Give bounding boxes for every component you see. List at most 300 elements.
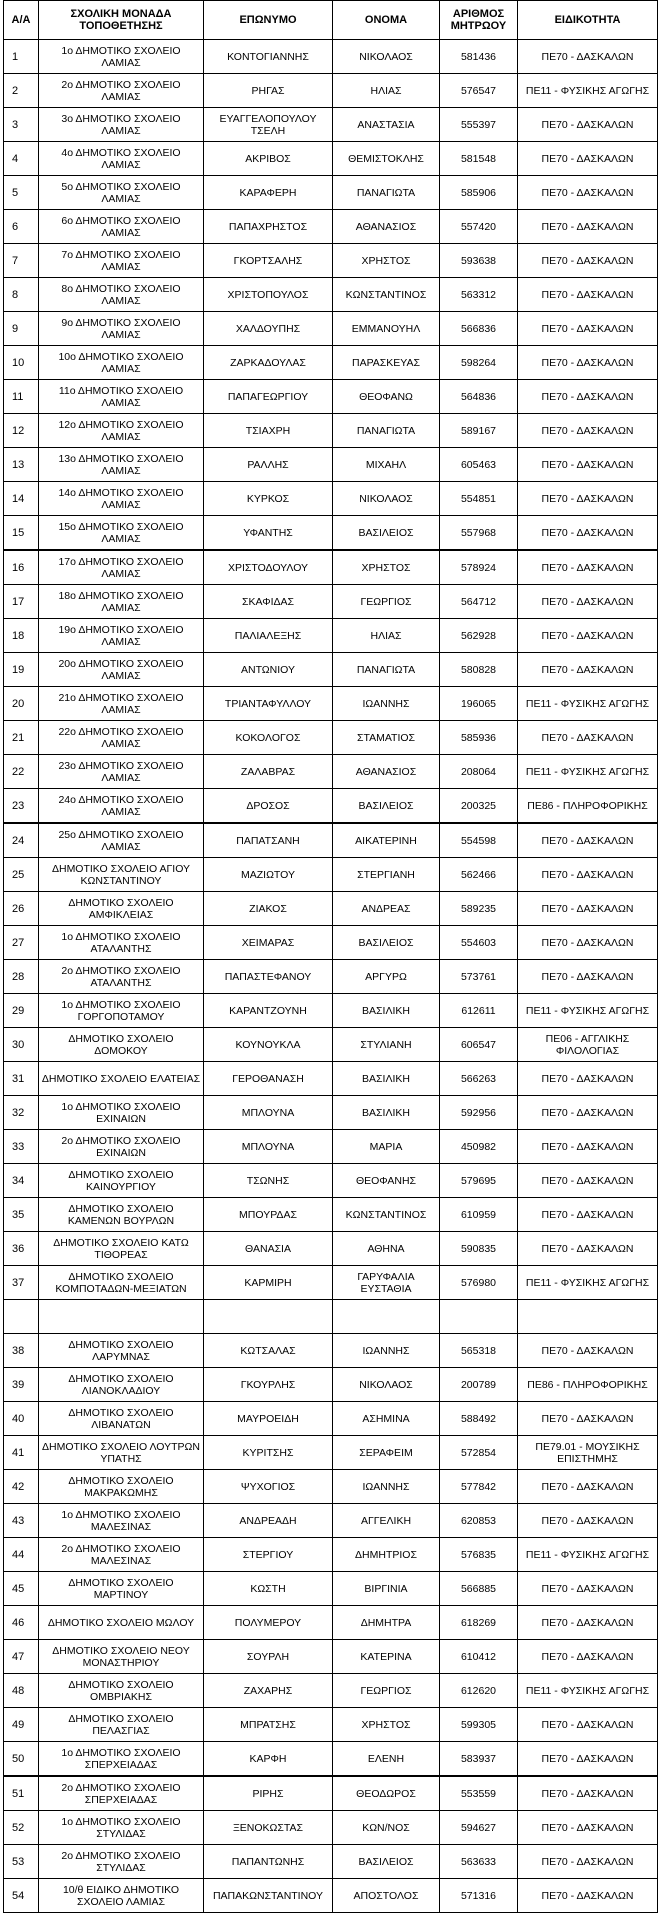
table-row bbox=[4, 653, 658, 687]
cell-specialty: ΠΕ70 - ΔΑΣΚΑΛΩΝ bbox=[518, 482, 658, 516]
cell-name: ΔΗΜΗΤΡΙΟΣ bbox=[333, 1538, 440, 1572]
cell-school: ΔΗΜΟΤΙΚΟ ΣΧΟΛΕΙΟ ΚΑΤΩ ΤΙΘΟΡΕΑΣ bbox=[39, 1232, 204, 1266]
table-row bbox=[4, 482, 658, 516]
table-row bbox=[4, 142, 658, 176]
cell-aa: 29 bbox=[4, 994, 39, 1028]
cell-specialty: ΠΕ70 - ΔΑΣΚΑΛΩΝ bbox=[518, 1164, 658, 1198]
cell-school: 4ο ΔΗΜΟΤΙΚΟ ΣΧΟΛΕΙΟ ΛΑΜΙΑΣ bbox=[39, 142, 204, 176]
cell-specialty: ΠΕ70 - ΔΑΣΚΑΛΩΝ bbox=[518, 108, 658, 142]
cell-surname: ΠΑΠΑΣΤΕΦΑΝΟΥ bbox=[204, 960, 333, 994]
cell-registry: 599305 bbox=[440, 1708, 518, 1742]
cell-registry: 589167 bbox=[440, 414, 518, 448]
table-row bbox=[4, 1470, 658, 1504]
cell-specialty: ΠΕ70 - ΔΑΣΚΑΛΩΝ bbox=[518, 960, 658, 994]
cell-school: 1ο ΔΗΜΟΤΙΚΟ ΣΧΟΛΕΙΟ ΑΤΑΛΑΝΤΗΣ bbox=[39, 926, 204, 960]
cell-specialty: ΠΕ70 - ΔΑΣΚΑΛΩΝ bbox=[518, 244, 658, 278]
cell-aa: 12 bbox=[4, 414, 39, 448]
cell-registry: 585906 bbox=[440, 176, 518, 210]
cell-specialty: ΠΕ11 - ΦΥΣΙΚΗΣ ΑΓΩΓΗΣ bbox=[518, 1266, 658, 1300]
col-header-surname: ΕΠΩΝΥΜΟ bbox=[204, 1, 333, 40]
cell-name: ΓΑΡΥΦΑΛΙΑ ΕΥΣΤΑΘΙΑ bbox=[333, 1266, 440, 1300]
cell-surname: ΚΩΣΤΗ bbox=[204, 1572, 333, 1606]
cell-aa: 45 bbox=[4, 1572, 39, 1606]
cell-surname: ΘΑΝΑΣΙΑ bbox=[204, 1232, 333, 1266]
cell-registry: 580828 bbox=[440, 653, 518, 687]
cell-aa: 19 bbox=[4, 653, 39, 687]
table-row bbox=[4, 823, 658, 858]
cell-name: ΒΑΣΙΛΕΙΟΣ bbox=[333, 926, 440, 960]
cell-school: 5ο ΔΗΜΟΤΙΚΟ ΣΧΟΛΕΙΟ ΛΑΜΙΑΣ bbox=[39, 176, 204, 210]
cell-name: ΠΑΝΑΓΙΩΤΑ bbox=[333, 414, 440, 448]
cell-registry: 562928 bbox=[440, 619, 518, 653]
cell-school: 1ο ΔΗΜΟΤΙΚΟ ΣΧΟΛΕΙΟ ΣΠΕΡΧΕΙΑΔΑΣ bbox=[39, 1742, 204, 1777]
cell-aa: 54 bbox=[4, 1879, 39, 1913]
cell-specialty: ΠΕ70 - ΔΑΣΚΑΛΩΝ bbox=[518, 1708, 658, 1742]
cell-school: 1ο ΔΗΜΟΤΙΚΟ ΣΧΟΛΕΙΟ ΜΑΛΕΣΙΝΑΣ bbox=[39, 1504, 204, 1538]
cell-specialty: ΠΕ70 - ΔΑΣΚΑΛΩΝ bbox=[518, 653, 658, 687]
cell-surname: ΖΑΡΚΑΔΟΥΛΑΣ bbox=[204, 346, 333, 380]
cell-surname: ΑΝΤΩΝΙΟΥ bbox=[204, 653, 333, 687]
cell-name: ΕΛΕΝΗ bbox=[333, 1742, 440, 1777]
cell-surname: ΕΥΑΓΓΕΛΟΠΟΥΛΟΥ ΤΣΕΛΗ bbox=[204, 108, 333, 142]
cell-school: 1ο ΔΗΜΟΤΙΚΟ ΣΧΟΛΕΙΟ ΣΤΥΛΙΔΑΣ bbox=[39, 1811, 204, 1845]
cell-name: ΗΛΙΑΣ bbox=[333, 74, 440, 108]
cell-specialty: ΠΕ79.01 - ΜΟΥΣΙΚΗΣ ΕΠΙΣΤΗΜΗΣ bbox=[518, 1436, 658, 1470]
cell-name: ΓΕΩΡΓΙΟΣ bbox=[333, 1674, 440, 1708]
cell-aa: 2 bbox=[4, 74, 39, 108]
table-row bbox=[4, 687, 658, 721]
cell-aa: 34 bbox=[4, 1164, 39, 1198]
header-row bbox=[4, 1, 658, 40]
cell-surname: ΔΡΟΣΟΣ bbox=[204, 789, 333, 824]
cell-aa: 21 bbox=[4, 721, 39, 755]
cell-surname: ΜΠΛΟΥΝΑ bbox=[204, 1130, 333, 1164]
table-row bbox=[4, 278, 658, 312]
table-row bbox=[4, 312, 658, 346]
cell-surname: ΚΑΡΜΙΡΗ bbox=[204, 1266, 333, 1300]
cell-aa: 4 bbox=[4, 142, 39, 176]
cell-registry: 593638 bbox=[440, 244, 518, 278]
cell-name: ΜΙΧΑΗΛ bbox=[333, 448, 440, 482]
cell-specialty: ΠΕ70 - ΔΑΣΚΑΛΩΝ bbox=[518, 721, 658, 755]
cell-surname: ΡΗΓΑΣ bbox=[204, 74, 333, 108]
cell-registry: 577842 bbox=[440, 1470, 518, 1504]
cell-specialty: ΠΕ70 - ΔΑΣΚΑΛΩΝ bbox=[518, 1640, 658, 1674]
cell-specialty: ΠΕ70 - ΔΑΣΚΑΛΩΝ bbox=[518, 1096, 658, 1130]
cell-school: 1ο ΔΗΜΟΤΙΚΟ ΣΧΟΛΕΙΟ ΓΟΡΓΟΠΟΤΑΜΟΥ bbox=[39, 994, 204, 1028]
cell-specialty: ΠΕ70 - ΔΑΣΚΑΛΩΝ bbox=[518, 414, 658, 448]
cell-registry: 581548 bbox=[440, 142, 518, 176]
cell-aa: 16 bbox=[4, 550, 39, 585]
cell-specialty: ΠΕ70 - ΔΑΣΚΑΛΩΝ bbox=[518, 1402, 658, 1436]
cell-surname: ΠΟΛΥΜΕΡΟΥ bbox=[204, 1606, 333, 1640]
table-row bbox=[4, 960, 658, 994]
cell-name: ΠΑΝΑΓΙΩΤΑ bbox=[333, 176, 440, 210]
cell-registry: 612611 bbox=[440, 994, 518, 1028]
cell-name: ΒΑΣΙΛΙΚΗ bbox=[333, 1096, 440, 1130]
cell-name: ΒΑΣΙΛΕΙΟΣ bbox=[333, 1845, 440, 1879]
cell-registry: 590835 bbox=[440, 1232, 518, 1266]
cell-surname: ΜΠΟΥΡΔΑΣ bbox=[204, 1198, 333, 1232]
cell-aa: 52 bbox=[4, 1811, 39, 1845]
col-header-name: ΟΝΟΜΑ bbox=[333, 1, 440, 40]
col-header-specialty: ΕΙΔΙΚΟΤΗΤΑ bbox=[518, 1, 658, 40]
cell-surname: ΚΟΚΟΛΟΓΟΣ bbox=[204, 721, 333, 755]
table-row bbox=[4, 789, 658, 824]
cell-aa: 20 bbox=[4, 687, 39, 721]
cell-school: 3ο ΔΗΜΟΤΙΚΟ ΣΧΟΛΕΙΟ ΛΑΜΙΑΣ bbox=[39, 108, 204, 142]
cell-school: ΔΗΜΟΤΙΚΟ ΣΧΟΛΕΙΟ ΜΑΡΤΙΝΟΥ bbox=[39, 1572, 204, 1606]
cell-specialty: ΠΕ70 - ΔΑΣΚΑΛΩΝ bbox=[518, 619, 658, 653]
cell-surname: ΥΦΑΝΤΗΣ bbox=[204, 516, 333, 551]
cell-aa: 27 bbox=[4, 926, 39, 960]
cell-surname: ΡΙΡΗΣ bbox=[204, 1776, 333, 1811]
cell-school: 13ο ΔΗΜΟΤΙΚΟ ΣΧΟΛΕΙΟ ΛΑΜΙΑΣ bbox=[39, 448, 204, 482]
cell-aa: 46 bbox=[4, 1606, 39, 1640]
cell-school: ΔΗΜΟΤΙΚΟ ΣΧΟΛΕΙΟ ΛΙΒΑΝΑΤΩΝ bbox=[39, 1402, 204, 1436]
gap-cell bbox=[204, 1300, 333, 1334]
cell-registry: 562466 bbox=[440, 858, 518, 892]
table-row bbox=[4, 1606, 658, 1640]
table-row bbox=[4, 550, 658, 585]
cell-surname: ΓΚΟΥΡΛΗΣ bbox=[204, 1368, 333, 1402]
cell-specialty: ΠΕ70 - ΔΑΣΚΑΛΩΝ bbox=[518, 516, 658, 551]
cell-specialty: ΠΕ70 - ΔΑΣΚΑΛΩΝ bbox=[518, 1572, 658, 1606]
cell-specialty: ΠΕ70 - ΔΑΣΚΑΛΩΝ bbox=[518, 210, 658, 244]
cell-surname: ΚΑΡΦΗ bbox=[204, 1742, 333, 1777]
cell-aa: 30 bbox=[4, 1028, 39, 1062]
cell-name: ΑΙΚΑΤΕΡΙΝΗ bbox=[333, 823, 440, 858]
cell-name: ΑΣΗΜΙΝΑ bbox=[333, 1402, 440, 1436]
cell-school: 19ο ΔΗΜΟΤΙΚΟ ΣΧΟΛΕΙΟ ΛΑΜΙΑΣ bbox=[39, 619, 204, 653]
cell-surname: ΤΣΩΝΗΣ bbox=[204, 1164, 333, 1198]
cell-surname: ΣΚΑΦΙΔΑΣ bbox=[204, 585, 333, 619]
cell-aa: 9 bbox=[4, 312, 39, 346]
cell-school: ΔΗΜΟΤΙΚΟ ΣΧΟΛΕΙΟ ΔΟΜΟΚΟΥ bbox=[39, 1028, 204, 1062]
cell-name: ΧΡΗΣΤΟΣ bbox=[333, 1708, 440, 1742]
gap-cell bbox=[333, 1300, 440, 1334]
cell-school: 2ο ΔΗΜΟΤΙΚΟ ΣΧΟΛΕΙΟ ΛΑΜΙΑΣ bbox=[39, 74, 204, 108]
col-header-school: ΣΧΟΛΙΚΗ ΜΟΝΑΔΑ ΤΟΠΟΘΕΤΗΣΗΣ bbox=[39, 1, 204, 40]
cell-name: ΑΘΗΝΑ bbox=[333, 1232, 440, 1266]
cell-surname: ΓΚΟΡΤΣΑΛΗΣ bbox=[204, 244, 333, 278]
table-row bbox=[4, 892, 658, 926]
cell-surname: ΜΑΥΡΟΕΙΔΗ bbox=[204, 1402, 333, 1436]
cell-registry: 576835 bbox=[440, 1538, 518, 1572]
cell-registry: 563633 bbox=[440, 1845, 518, 1879]
table-row bbox=[4, 1368, 658, 1402]
cell-school: 8ο ΔΗΜΟΤΙΚΟ ΣΧΟΛΕΙΟ ΛΑΜΙΑΣ bbox=[39, 278, 204, 312]
cell-name: ΒΑΣΙΛΕΙΟΣ bbox=[333, 789, 440, 824]
cell-specialty: ΠΕ11 - ΦΥΣΙΚΗΣ ΑΓΩΓΗΣ bbox=[518, 1674, 658, 1708]
cell-registry: 566263 bbox=[440, 1062, 518, 1096]
cell-specialty: ΠΕ70 - ΔΑΣΚΑΛΩΝ bbox=[518, 1606, 658, 1640]
cell-school: ΔΗΜΟΤΙΚΟ ΣΧΟΛΕΙΟ ΑΓΙΟΥ ΚΩΝΣΤΑΝΤΙΝΟΥ bbox=[39, 858, 204, 892]
cell-specialty: ΠΕ11 - ΦΥΣΙΚΗΣ ΑΓΩΓΗΣ bbox=[518, 687, 658, 721]
cell-specialty: ΠΕ70 - ΔΑΣΚΑΛΩΝ bbox=[518, 1062, 658, 1096]
cell-name: ΚΩΝΣΤΑΝΤΙΝΟΣ bbox=[333, 1198, 440, 1232]
table-row bbox=[4, 1062, 658, 1096]
cell-registry: 612620 bbox=[440, 1674, 518, 1708]
cell-name: ΠΑΡΑΣΚΕΥΑΣ bbox=[333, 346, 440, 380]
cell-aa: 32 bbox=[4, 1096, 39, 1130]
cell-specialty: ΠΕ70 - ΔΑΣΚΑΛΩΝ bbox=[518, 1776, 658, 1811]
cell-school: 14ο ΔΗΜΟΤΙΚΟ ΣΧΟΛΕΙΟ ΛΑΜΙΑΣ bbox=[39, 482, 204, 516]
cell-specialty: ΠΕ70 - ΔΑΣΚΑΛΩΝ bbox=[518, 858, 658, 892]
cell-name: ΑΝΑΣΤΑΣΙΑ bbox=[333, 108, 440, 142]
cell-specialty: ΠΕ70 - ΔΑΣΚΑΛΩΝ bbox=[518, 892, 658, 926]
cell-surname: ΠΑΠΑΓΕΩΡΓΙΟΥ bbox=[204, 380, 333, 414]
cell-surname: ΠΑΛΙΑΛΕΞΗΣ bbox=[204, 619, 333, 653]
cell-aa: 31 bbox=[4, 1062, 39, 1096]
cell-name: ΓΕΩΡΓΙΟΣ bbox=[333, 585, 440, 619]
cell-surname: ΡΑΛΛΗΣ bbox=[204, 448, 333, 482]
cell-specialty: ΠΕ70 - ΔΑΣΚΑΛΩΝ bbox=[518, 823, 658, 858]
cell-registry: 554851 bbox=[440, 482, 518, 516]
cell-school: ΔΗΜΟΤΙΚΟ ΣΧΟΛΕΙΟ ΚΑΜΕΝΩΝ ΒΟΥΡΛΩΝ bbox=[39, 1198, 204, 1232]
cell-surname: ΑΚΡΙΒΟΣ bbox=[204, 142, 333, 176]
cell-registry: 200325 bbox=[440, 789, 518, 824]
cell-school: 7ο ΔΗΜΟΤΙΚΟ ΣΧΟΛΕΙΟ ΛΑΜΙΑΣ bbox=[39, 244, 204, 278]
cell-name: ΑΘΑΝΑΣΙΟΣ bbox=[333, 755, 440, 789]
cell-aa: 5 bbox=[4, 176, 39, 210]
cell-surname: ΧΕΙΜΑΡΑΣ bbox=[204, 926, 333, 960]
cell-specialty: ΠΕ70 - ΔΑΣΚΑΛΩΝ bbox=[518, 1742, 658, 1777]
cell-aa: 49 bbox=[4, 1708, 39, 1742]
cell-specialty: ΠΕ70 - ΔΑΣΚΑΛΩΝ bbox=[518, 926, 658, 960]
cell-name: ΑΠΟΣΤΟΛΟΣ bbox=[333, 1879, 440, 1913]
cell-name: ΘΕΟΔΩΡΟΣ bbox=[333, 1776, 440, 1811]
gap-cell bbox=[440, 1300, 518, 1334]
cell-school: 2ο ΔΗΜΟΤΙΚΟ ΣΧΟΛΕΙΟ ΕΧΙΝΑΙΩΝ bbox=[39, 1130, 204, 1164]
cell-surname: ΖΑΧΑΡΗΣ bbox=[204, 1674, 333, 1708]
cell-school: ΔΗΜΟΤΙΚΟ ΣΧΟΛΕΙΟ ΛΟΥΤΡΩΝ ΥΠΑΤΗΣ bbox=[39, 1436, 204, 1470]
cell-registry: 585936 bbox=[440, 721, 518, 755]
cell-specialty: ΠΕ86 - ΠΛΗΡΟΦΟΡΙΚΗΣ bbox=[518, 789, 658, 824]
cell-surname: ΑΝΔΡΕΑΔΗ bbox=[204, 1504, 333, 1538]
cell-school: 12ο ΔΗΜΟΤΙΚΟ ΣΧΟΛΕΙΟ ΛΑΜΙΑΣ bbox=[39, 414, 204, 448]
cell-specialty: ΠΕ70 - ΔΑΣΚΑΛΩΝ bbox=[518, 1811, 658, 1845]
cell-surname: ΚΥΡΙΤΣΗΣ bbox=[204, 1436, 333, 1470]
table-row bbox=[4, 1640, 658, 1674]
cell-school: ΔΗΜΟΤΙΚΟ ΣΧΟΛΕΙΟ ΚΟΜΠΟΤΑΔΩΝ-ΜΕΞΙΑΤΩΝ bbox=[39, 1266, 204, 1300]
cell-specialty: ΠΕ11 - ΦΥΣΙΚΗΣ ΑΓΩΓΗΣ bbox=[518, 74, 658, 108]
cell-specialty: ΠΕ70 - ΔΑΣΚΑΛΩΝ bbox=[518, 142, 658, 176]
cell-aa: 24 bbox=[4, 823, 39, 858]
cell-aa: 17 bbox=[4, 585, 39, 619]
cell-surname: ΞΕΝΟΚΩΣΤΑΣ bbox=[204, 1811, 333, 1845]
cell-aa: 6 bbox=[4, 210, 39, 244]
cell-name: ΣΤΥΛΙΑΝΗ bbox=[333, 1028, 440, 1062]
cell-registry: 573761 bbox=[440, 960, 518, 994]
cell-name: ΣΤΕΡΓΙΑΝΗ bbox=[333, 858, 440, 892]
cell-registry: 553559 bbox=[440, 1776, 518, 1811]
cell-registry: 610412 bbox=[440, 1640, 518, 1674]
table-row bbox=[4, 585, 658, 619]
cell-registry: 592956 bbox=[440, 1096, 518, 1130]
cell-registry: 450982 bbox=[440, 1130, 518, 1164]
cell-registry: 557420 bbox=[440, 210, 518, 244]
cell-registry: 598264 bbox=[440, 346, 518, 380]
gap-cell bbox=[39, 1300, 204, 1334]
cell-school: 2ο ΔΗΜΟΤΙΚΟ ΣΧΟΛΕΙΟ ΣΤΥΛΙΔΑΣ bbox=[39, 1845, 204, 1879]
cell-surname: ΧΡΙΣΤΟΠΟΥΛΟΣ bbox=[204, 278, 333, 312]
cell-specialty: ΠΕ70 - ΔΑΣΚΑΛΩΝ bbox=[518, 380, 658, 414]
cell-school: 10/θ ΕΙΔΙΚΟ ΔΗΜΟΤΙΚΟ ΣΧΟΛΕΙΟ ΛΑΜΙΑΣ bbox=[39, 1879, 204, 1913]
cell-school: 18ο ΔΗΜΟΤΙΚΟ ΣΧΟΛΕΙΟ ΛΑΜΙΑΣ bbox=[39, 585, 204, 619]
cell-aa: 10 bbox=[4, 346, 39, 380]
cell-specialty: ΠΕ70 - ΔΑΣΚΑΛΩΝ bbox=[518, 1232, 658, 1266]
cell-name: ΚΩΝΣΤΑΝΤΙΝΟΣ bbox=[333, 278, 440, 312]
cell-surname: ΚΑΡΑΝΤΖΟΥΝΗ bbox=[204, 994, 333, 1028]
table-row bbox=[4, 1742, 658, 1777]
cell-aa: 47 bbox=[4, 1640, 39, 1674]
cell-school: ΔΗΜΟΤΙΚΟ ΣΧΟΛΕΙΟ ΜΑΚΡΑΚΩΜΗΣ bbox=[39, 1470, 204, 1504]
cell-name: ΗΛΙΑΣ bbox=[333, 619, 440, 653]
cell-surname: ΚΑΡΑΦΕΡΗ bbox=[204, 176, 333, 210]
cell-specialty: ΠΕ70 - ΔΑΣΚΑΛΩΝ bbox=[518, 1879, 658, 1913]
cell-school: ΔΗΜΟΤΙΚΟ ΣΧΟΛΕΙΟ ΝΕΟΥ ΜΟΝΑΣΤΗΡΙΟΥ bbox=[39, 1640, 204, 1674]
cell-specialty: ΠΕ11 - ΦΥΣΙΚΗΣ ΑΓΩΓΗΣ bbox=[518, 1538, 658, 1572]
table-row bbox=[4, 1538, 658, 1572]
table-row bbox=[4, 994, 658, 1028]
cell-aa: 36 bbox=[4, 1232, 39, 1266]
cell-name: ΚΩΝ/ΝΟΣ bbox=[333, 1811, 440, 1845]
cell-aa: 22 bbox=[4, 755, 39, 789]
cell-surname: ΚΟΥΝΟΥΚΛΑ bbox=[204, 1028, 333, 1062]
cell-surname: ΠΑΠΑΚΩΝΣΤΑΝΤΙΝΟΥ bbox=[204, 1879, 333, 1913]
cell-school: 15ο ΔΗΜΟΤΙΚΟ ΣΧΟΛΕΙΟ ΛΑΜΙΑΣ bbox=[39, 516, 204, 551]
cell-aa: 35 bbox=[4, 1198, 39, 1232]
cell-name: ΚΑΤΕΡΙΝΑ bbox=[333, 1640, 440, 1674]
table-row bbox=[4, 1334, 658, 1368]
table-row bbox=[4, 516, 658, 551]
cell-registry: 554598 bbox=[440, 823, 518, 858]
table-row bbox=[4, 926, 658, 960]
cell-aa: 3 bbox=[4, 108, 39, 142]
cell-surname: ΠΑΠΑΤΣΑΝΗ bbox=[204, 823, 333, 858]
cell-name: ΑΝΔΡΕΑΣ bbox=[333, 892, 440, 926]
cell-registry: 610959 bbox=[440, 1198, 518, 1232]
cell-name: ΙΩΑΝΝΗΣ bbox=[333, 1470, 440, 1504]
cell-registry: 566836 bbox=[440, 312, 518, 346]
cell-aa: 23 bbox=[4, 789, 39, 824]
cell-aa: 13 bbox=[4, 448, 39, 482]
cell-registry: 579695 bbox=[440, 1164, 518, 1198]
cell-name: ΘΕΟΦΑΝΩ bbox=[333, 380, 440, 414]
cell-surname: ΤΣΙΑΧΡΗ bbox=[204, 414, 333, 448]
cell-school: 11ο ΔΗΜΟΤΙΚΟ ΣΧΟΛΕΙΟ ΛΑΜΙΑΣ bbox=[39, 380, 204, 414]
cell-registry: 581436 bbox=[440, 40, 518, 74]
cell-school: 2ο ΔΗΜΟΤΙΚΟ ΣΧΟΛΕΙΟ ΜΑΛΕΣΙΝΑΣ bbox=[39, 1538, 204, 1572]
cell-specialty: ΠΕ70 - ΔΑΣΚΑΛΩΝ bbox=[518, 1334, 658, 1368]
table-row bbox=[4, 1436, 658, 1470]
table-row bbox=[4, 1674, 658, 1708]
cell-specialty: ΠΕ70 - ΔΑΣΚΑΛΩΝ bbox=[518, 550, 658, 585]
cell-school: ΔΗΜΟΤΙΚΟ ΣΧΟΛΕΙΟ ΚΑΙΝΟΥΡΓΙΟΥ bbox=[39, 1164, 204, 1198]
table-row bbox=[4, 244, 658, 278]
table-row bbox=[4, 1708, 658, 1742]
cell-school: 9ο ΔΗΜΟΤΙΚΟ ΣΧΟΛΕΙΟ ΛΑΜΙΑΣ bbox=[39, 312, 204, 346]
cell-specialty: ΠΕ70 - ΔΑΣΚΑΛΩΝ bbox=[518, 585, 658, 619]
cell-name: ΕΜΜΑΝΟΥΗΛ bbox=[333, 312, 440, 346]
cell-specialty: ΠΕ70 - ΔΑΣΚΑΛΩΝ bbox=[518, 1470, 658, 1504]
table-row bbox=[4, 1130, 658, 1164]
cell-name: ΒΑΣΙΛΕΙΟΣ bbox=[333, 516, 440, 551]
cell-aa: 50 bbox=[4, 1742, 39, 1777]
cell-aa: 43 bbox=[4, 1504, 39, 1538]
cell-name: ΙΩΑΝΝΗΣ bbox=[333, 1334, 440, 1368]
table-row bbox=[4, 380, 658, 414]
cell-name: ΘΕΜΙΣΤΟΚΛΗΣ bbox=[333, 142, 440, 176]
cell-name: ΘΕΟΦΑΝΗΣ bbox=[333, 1164, 440, 1198]
cell-registry: 578924 bbox=[440, 550, 518, 585]
cell-name: ΝΙΚΟΛΑΟΣ bbox=[333, 40, 440, 74]
cell-school: ΔΗΜΟΤΙΚΟ ΣΧΟΛΕΙΟ ΛΑΡΥΜΝΑΣ bbox=[39, 1334, 204, 1368]
table-row bbox=[4, 1776, 658, 1811]
cell-school: 2ο ΔΗΜΟΤΙΚΟ ΣΧΟΛΕΙΟ ΑΤΑΛΑΝΤΗΣ bbox=[39, 960, 204, 994]
cell-aa: 44 bbox=[4, 1538, 39, 1572]
cell-aa: 18 bbox=[4, 619, 39, 653]
table-row bbox=[4, 1504, 658, 1538]
cell-school: 1ο ΔΗΜΟΤΙΚΟ ΣΧΟΛΕΙΟ ΛΑΜΙΑΣ bbox=[39, 40, 204, 74]
cell-aa: 11 bbox=[4, 380, 39, 414]
cell-registry: 576980 bbox=[440, 1266, 518, 1300]
cell-registry: 571316 bbox=[440, 1879, 518, 1913]
cell-name: ΙΩΑΝΝΗΣ bbox=[333, 687, 440, 721]
table-row bbox=[4, 1164, 658, 1198]
placements-table bbox=[3, 0, 658, 1913]
cell-registry: 554603 bbox=[440, 926, 518, 960]
cell-surname: ΣΤΕΡΓΙΟΥ bbox=[204, 1538, 333, 1572]
cell-surname: ΜΠΡΑΤΣΗΣ bbox=[204, 1708, 333, 1742]
cell-school: 6ο ΔΗΜΟΤΙΚΟ ΣΧΟΛΕΙΟ ΛΑΜΙΑΣ bbox=[39, 210, 204, 244]
table-row bbox=[4, 1402, 658, 1436]
cell-aa: 40 bbox=[4, 1402, 39, 1436]
cell-name: ΝΙΚΟΛΑΟΣ bbox=[333, 1368, 440, 1402]
cell-school: 23ο ΔΗΜΟΤΙΚΟ ΣΧΟΛΕΙΟ ΛΑΜΙΑΣ bbox=[39, 755, 204, 789]
cell-school: ΔΗΜΟΤΙΚΟ ΣΧΟΛΕΙΟ ΛΙΑΝΟΚΛΑΔΙΟΥ bbox=[39, 1368, 204, 1402]
cell-name: ΧΡΗΣΤΟΣ bbox=[333, 550, 440, 585]
cell-aa: 48 bbox=[4, 1674, 39, 1708]
cell-name: ΠΑΝΑΓΙΩΤΑ bbox=[333, 653, 440, 687]
cell-name: ΒΑΣΙΛΙΚΗ bbox=[333, 1062, 440, 1096]
col-header-aa: Α/Α bbox=[4, 1, 39, 40]
cell-aa: 53 bbox=[4, 1845, 39, 1879]
cell-name: ΑΡΓΥΡΩ bbox=[333, 960, 440, 994]
table-row bbox=[4, 1028, 658, 1062]
cell-school: 17ο ΔΗΜΟΤΙΚΟ ΣΧΟΛΕΙΟ ΛΑΜΙΑΣ bbox=[39, 550, 204, 585]
cell-aa: 37 bbox=[4, 1266, 39, 1300]
table-row bbox=[4, 1879, 658, 1913]
cell-registry: 566885 bbox=[440, 1572, 518, 1606]
cell-registry: 564836 bbox=[440, 380, 518, 414]
cell-school: ΔΗΜΟΤΙΚΟ ΣΧΟΛΕΙΟ ΕΛΑΤΕΙΑΣ bbox=[39, 1062, 204, 1096]
cell-aa: 8 bbox=[4, 278, 39, 312]
cell-surname: ΜΑΖΙΩΤΟΥ bbox=[204, 858, 333, 892]
cell-registry: 618269 bbox=[440, 1606, 518, 1640]
cell-school: 22ο ΔΗΜΟΤΙΚΟ ΣΧΟΛΕΙΟ ΛΑΜΙΑΣ bbox=[39, 721, 204, 755]
cell-surname: ΠΑΠΑΧΡΗΣΤΟΣ bbox=[204, 210, 333, 244]
cell-registry: 208064 bbox=[440, 755, 518, 789]
cell-surname: ΖΙΑΚΟΣ bbox=[204, 892, 333, 926]
cell-registry: 196065 bbox=[440, 687, 518, 721]
table-row bbox=[4, 1572, 658, 1606]
cell-registry: 589235 bbox=[440, 892, 518, 926]
cell-name: ΧΡΗΣΤΟΣ bbox=[333, 244, 440, 278]
cell-registry: 563312 bbox=[440, 278, 518, 312]
cell-aa: 33 bbox=[4, 1130, 39, 1164]
